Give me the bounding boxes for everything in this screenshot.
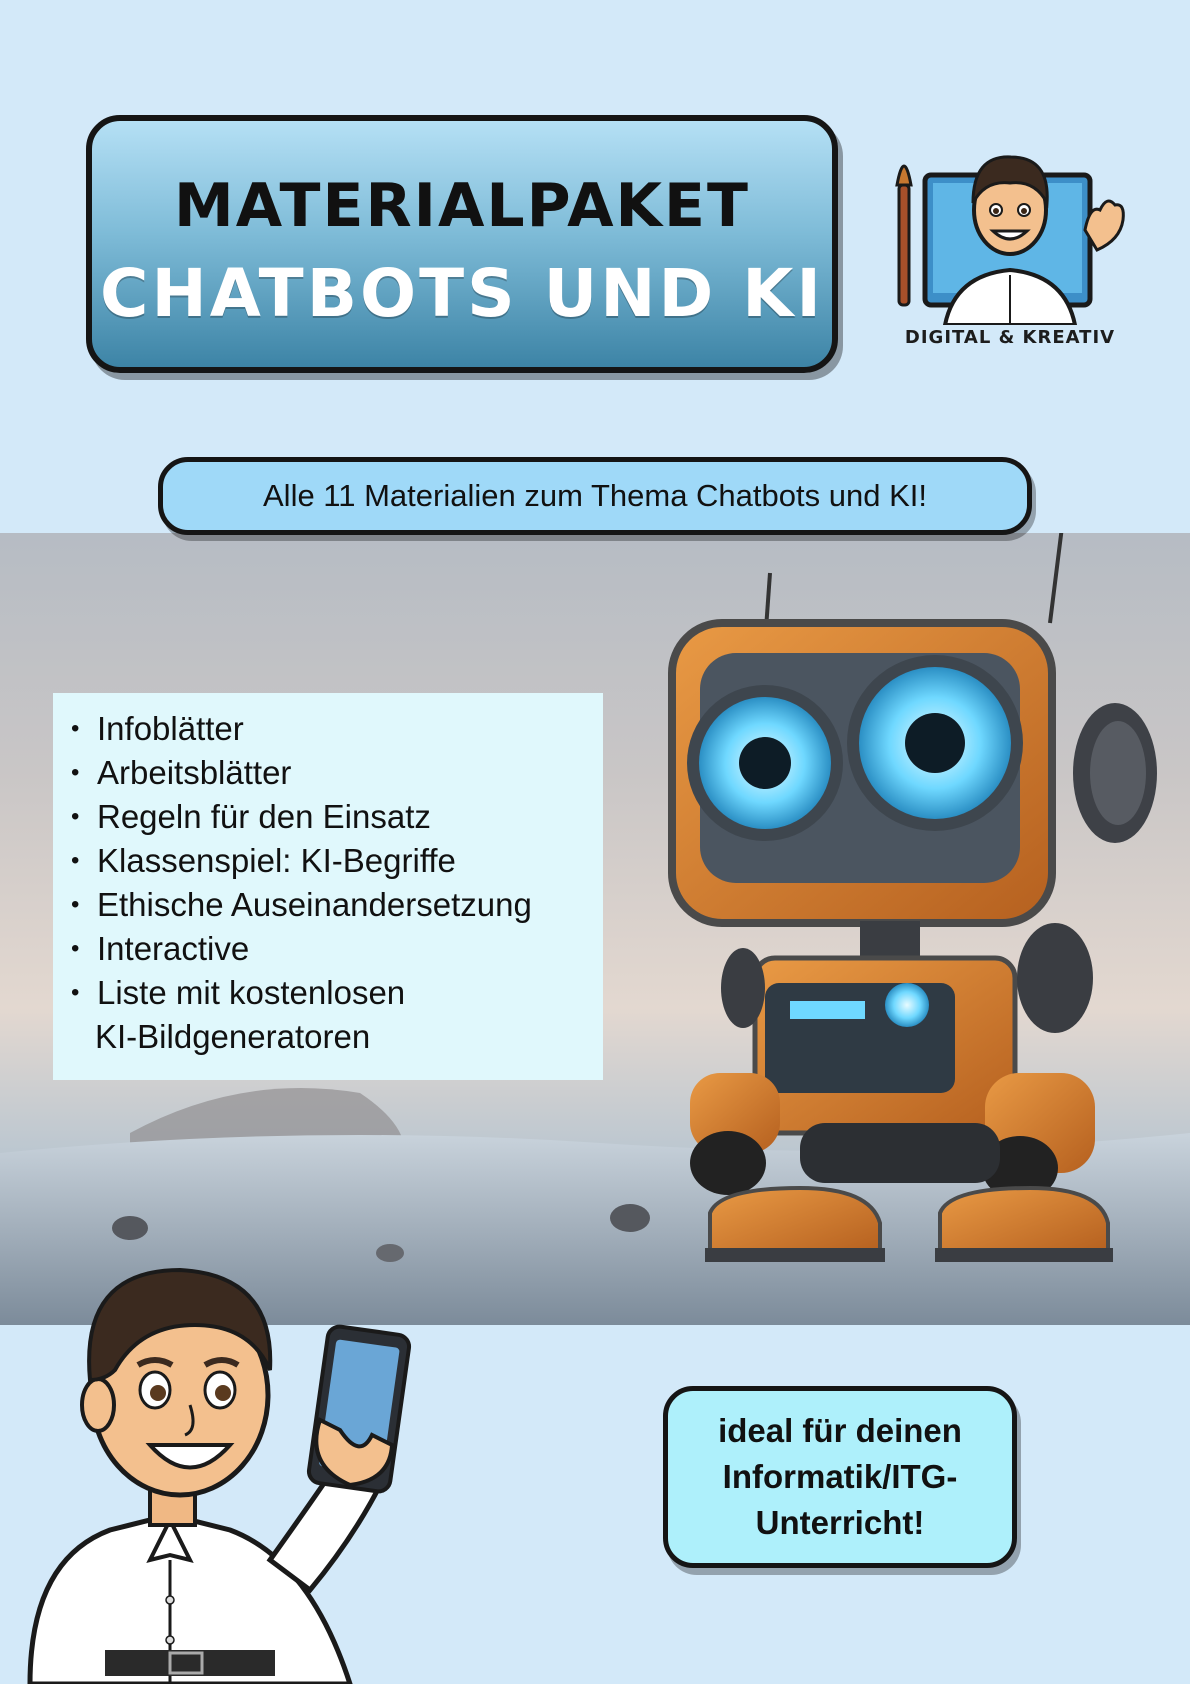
list-item: • Arbeitsblätter xyxy=(71,751,583,795)
cartoon-teacher-holding-phone-illustration xyxy=(20,1230,440,1684)
list-item: • Interactive xyxy=(71,927,583,971)
list-item: • Infoblätter xyxy=(71,707,583,751)
bullet-icon: • xyxy=(71,979,80,1006)
list-item: • Regeln für den Einsatz xyxy=(71,795,583,839)
bullet-icon: • xyxy=(71,847,80,874)
brand-caption: DIGITAL & KREATIV xyxy=(904,327,1116,348)
callout-box: ideal für deinen Informatik/ITG-Unterricht! xyxy=(663,1386,1017,1568)
bullet-icon: • xyxy=(71,715,80,742)
list-item-continuation: KI-Bildgeneratoren xyxy=(95,1018,371,1055)
bullet-icon: • xyxy=(71,759,80,786)
brand-logo xyxy=(885,125,1135,355)
bullet-icon: • xyxy=(71,803,80,830)
feature-list xyxy=(71,707,583,1015)
title-line-2: CHATBOTS UND KI xyxy=(100,255,824,332)
title-box xyxy=(86,115,838,373)
list-item: • Ethische Auseinandersetzung xyxy=(71,883,583,927)
subtitle-banner: Alle 11 Materialien zum Thema Chatbots und KI! xyxy=(158,457,1032,535)
bullet-icon: • xyxy=(71,891,80,918)
feature-list-box xyxy=(53,693,603,1080)
title-line-1: MATERIALPAKET xyxy=(174,171,750,241)
bullet-icon: • xyxy=(71,935,80,962)
cartoon-teacher-with-brush-icon xyxy=(885,125,1135,325)
list-item: • Klassenspiel: KI-Begriffe xyxy=(71,839,583,883)
list-item: • Liste mit kostenlosen xyxy=(71,971,583,1015)
